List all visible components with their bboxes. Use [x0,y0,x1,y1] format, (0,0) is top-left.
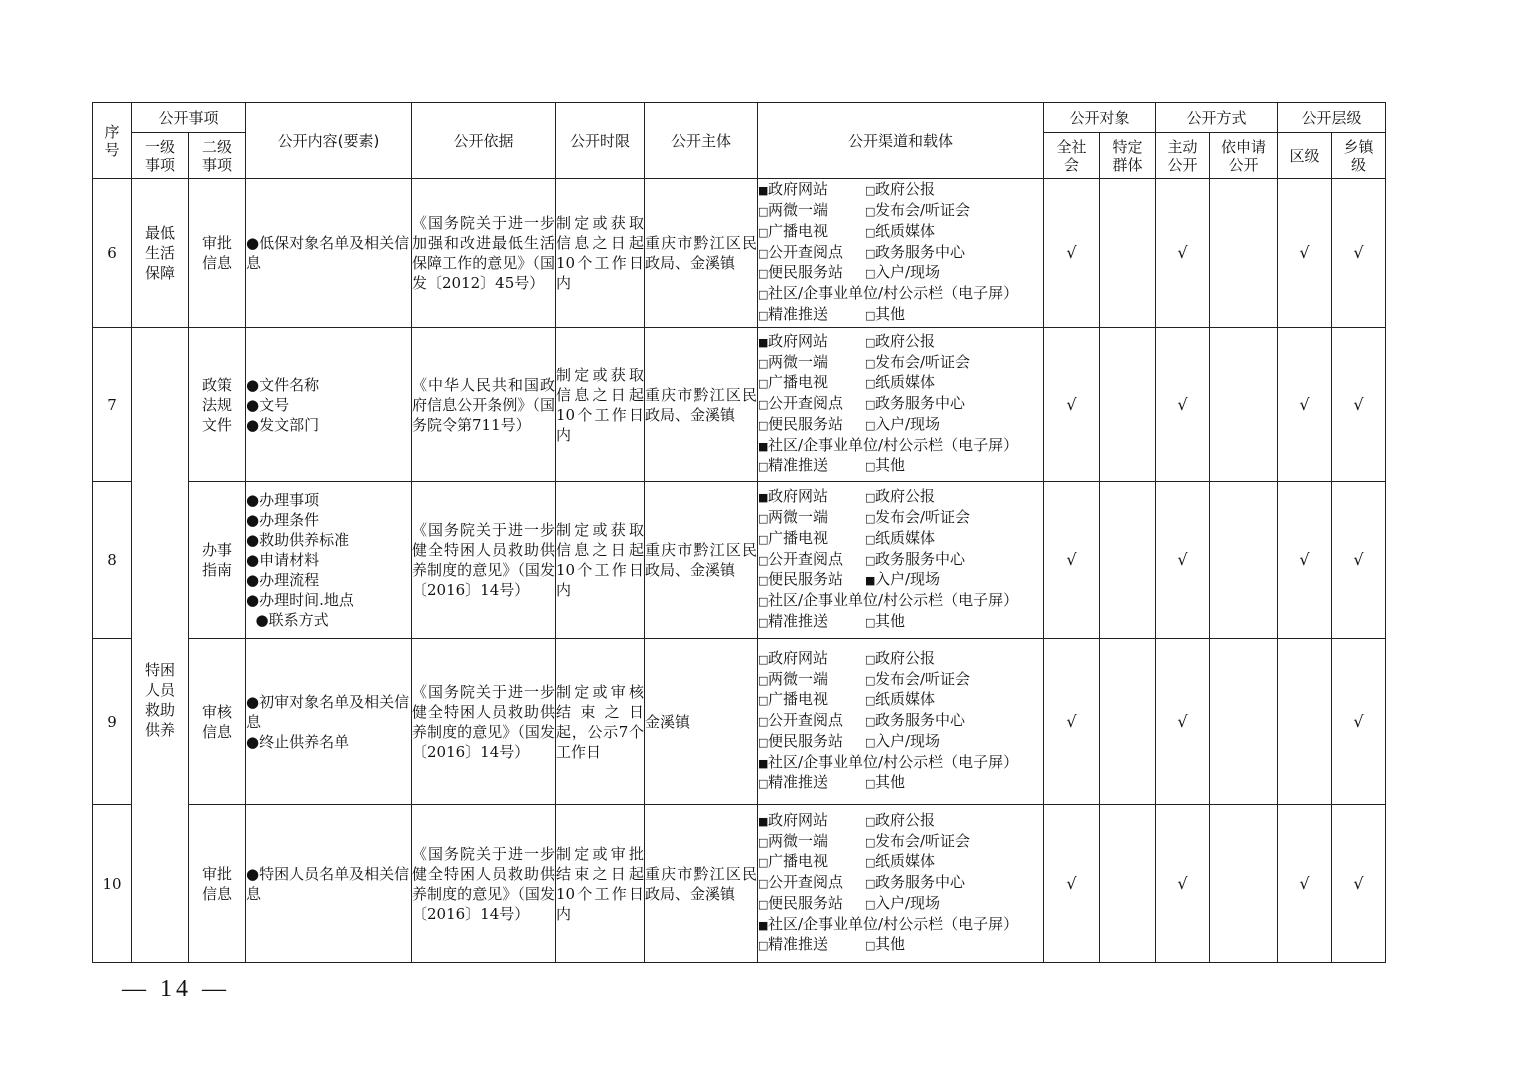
seq-cell: 7 [93,328,132,482]
channel-checkbox-icon: □ [865,856,876,870]
channel-label: 两微一端 [768,831,829,850]
content-item: ●联系方式 [246,611,329,629]
channel-checkbox-icon: □ [865,377,876,391]
channel-label: 精准推送 [768,935,829,954]
channel-label: 政府公报 [875,180,936,199]
channel-line [758,753,1043,774]
channel-label: 精准推送 [768,773,829,792]
channel-label: 政府公报 [875,648,936,667]
check-town-cell: √ [1332,639,1386,805]
channel-line [758,332,1043,353]
channel-checkbox-icon: □ [865,735,876,749]
channel-checkbox-icon: □ [758,288,769,302]
channel-label: 广播电视 [768,373,829,392]
check-active-cell: √ [1156,639,1210,805]
level1-label: 特困人员救助供养 [144,661,175,739]
channel-checkbox-icon: □ [865,267,876,281]
channel-line [758,180,1043,201]
level2-label: 审批信息 [201,864,232,903]
channel-checkbox-icon: □ [758,777,769,791]
channel-line [758,508,1043,529]
check-active-cell: √ [1156,482,1210,639]
check-specific-cell [1100,328,1156,482]
content-item: ●申请材料 [246,551,320,569]
channel-checkbox-icon: □ [758,694,769,708]
channel-checkbox-icon: □ [758,225,769,239]
channel-line [758,436,1043,457]
channel-line [758,612,1043,633]
channel-checkbox-icon: □ [865,460,876,474]
seq-cell: 6 [93,179,132,328]
channel-checkbox-icon: ■ [758,439,769,453]
subject-cell: 重庆市黔江区民政局、金溪镇 [645,805,758,963]
header-tier-district: 区级 [1278,133,1332,179]
content-item: ●救助供养标准 [246,531,350,549]
channel-cell [758,328,1044,482]
channel-checkbox-icon: □ [758,512,769,525]
channel-label: 发布会/听证会 [875,669,971,688]
content-cell [246,328,412,482]
content-item: ●特困人员名单及相关信息 [246,864,410,903]
header-level2: 二级事项 [189,133,246,179]
table-row [93,639,1386,805]
header-tier: 公开层级 [1278,103,1386,133]
channel-label: 政务服务中心 [875,394,966,413]
check-apply-cell [1210,805,1278,963]
channel-line [758,894,1043,915]
header-target-specific: 特定群体 [1100,133,1156,179]
channel-checkbox-icon: □ [865,673,876,687]
check-town-cell: √ [1332,179,1386,328]
channel-checkbox-icon: □ [758,939,769,953]
channel-line [758,670,1043,691]
channel-label: 两微一端 [768,669,829,688]
channel-label: 政府网站 [768,331,829,350]
channel-checkbox-icon: □ [865,814,876,828]
check-active-cell: √ [1156,805,1210,963]
channel-label: 两微一端 [768,201,829,219]
content-item: ●文件名称 [246,375,320,394]
content-item: ●办理条件 [246,511,320,529]
table-row [93,328,1386,482]
channel-line [758,222,1043,243]
channel-checkbox-icon: □ [758,418,769,432]
channel-label: 广播电视 [768,528,829,547]
level1-cell [132,179,189,328]
channel-label: 便民服务站 [768,263,844,282]
channel-checkbox-icon: □ [865,777,876,791]
disclosure-table [92,102,1386,963]
channel-checkbox-icon: □ [865,897,876,911]
content-cell [246,179,412,328]
basis-cell: 《国务院关于进一步加强和改进最低生活保障工作的意见》（国发〔2012〕45号） [412,179,556,328]
channel-label: 社区/企事业单位/村公示栏（电子屏） [768,284,1019,303]
channel-label: 纸质媒体 [875,852,936,871]
level1-cell [132,328,189,963]
check-district-cell: √ [1278,482,1332,639]
channel-cell [758,805,1044,963]
channel-checkbox-icon: ■ [758,335,769,349]
channel-checkbox-icon: □ [758,267,769,281]
channel-label: 政务服务中心 [875,873,966,892]
channel-label: 纸质媒体 [875,528,936,547]
channel-checkbox-icon: □ [758,877,769,891]
channel-checkbox-icon: □ [758,532,769,546]
channel-label: 入户/现场 [875,414,941,433]
basis-cell: 《中华人民共和国政府信息公开条例》（国务院令第711号） [412,328,556,482]
level2-cell [189,179,246,328]
channel-label: 其他 [875,935,906,954]
channel-label: 政府网站 [768,648,829,667]
channel-label: 政府网站 [768,180,829,199]
channel-label: 政府公报 [875,331,936,350]
channel-checkbox-icon: □ [865,652,876,666]
check-all-cell: √ [1044,639,1100,805]
level2-label: 审批信息 [201,234,232,272]
channel-label: 其他 [875,456,906,475]
channel-label: 公开查阅点 [768,242,844,261]
content-item: ●低保对象名单及相关信息 [246,234,410,272]
channel-label: 政府网站 [768,810,829,829]
channel-label: 政府公报 [875,487,936,506]
channel-line [758,935,1043,956]
channel-checkbox-icon: □ [758,595,769,609]
channel-label: 其他 [875,611,906,630]
channel-checkbox-icon: ■ [758,184,769,198]
channel-checkbox-icon: □ [865,877,876,891]
content-item: ●发文部门 [246,415,320,434]
header-tier-town: 乡镇级 [1332,133,1386,179]
channel-checkbox-icon: □ [758,574,769,588]
channel-label: 发布会/听证会 [875,201,971,219]
channel-line [758,915,1043,936]
channel-checkbox-icon: □ [865,939,876,953]
channel-checkbox-icon: ■ [865,574,876,588]
table-row [93,805,1386,963]
header-mode-active: 主动公开 [1156,133,1210,179]
content-item: ●终止供养名单 [246,732,350,751]
channel-label: 入户/现场 [875,731,941,750]
subject-cell: 金溪镇 [645,639,758,805]
channel-checkbox-icon: □ [865,694,876,708]
channel-checkbox-icon: □ [758,308,769,322]
subject-cell: 重庆市黔江区民政局、金溪镇 [645,179,758,328]
channel-label: 便民服务站 [768,893,844,912]
page-number: — 14 — [122,976,230,1002]
level2-label: 政策法规文件 [201,375,232,434]
check-specific-cell [1100,805,1156,963]
channel-checkbox-icon: □ [865,491,876,505]
channel-label: 精准推送 [768,304,829,323]
channel-checkbox-icon: □ [865,356,876,370]
channel-line [758,732,1043,753]
time-limit-cell: 制定或获取信息之日起10个工作日内 [556,179,645,328]
content-item: ●初审对象名单及相关信息 [246,692,410,731]
channel-label: 发布会/听证会 [875,508,971,526]
channel-label: 政府网站 [768,487,829,506]
channel-checkbox-icon: □ [758,673,769,687]
header-target-all: 全社会 [1044,133,1100,179]
channel-checkbox-icon: □ [758,856,769,870]
content-item: ●办理流程 [246,571,320,589]
channel-label: 社区/企事业单位/村公示栏（电子屏） [768,752,1019,771]
check-district-cell: √ [1278,179,1332,328]
channel-checkbox-icon: □ [758,377,769,391]
check-town-cell: √ [1332,805,1386,963]
basis-cell: 《国务院关于进一步健全特困人员救助供养制度的意见》（国发〔2016〕14号） [412,639,556,805]
channel-line [758,649,1043,670]
header-target: 公开对象 [1044,103,1156,133]
check-all-cell: √ [1044,805,1100,963]
channel-checkbox-icon: □ [758,356,769,370]
header-time-limit: 公开时限 [556,103,645,179]
channel-label: 两微一端 [768,352,829,371]
content-cell [246,805,412,963]
channel-checkbox-icon: ■ [758,814,769,828]
channel-checkbox-icon: ■ [758,918,769,932]
channel-line [758,711,1043,732]
channel-checkbox-icon: □ [758,246,769,260]
channel-checkbox-icon: □ [865,835,876,849]
channel-label: 便民服务站 [768,570,844,589]
channel-label: 纸质媒体 [875,690,936,709]
level2-label: 审核信息 [201,702,232,741]
channel-line [758,373,1043,394]
channel-line [758,873,1043,894]
basis-cell: 《国务院关于进一步健全特困人员救助供养制度的意见》（国发〔2016〕14号） [412,482,556,639]
header-seq: 序号 [93,103,132,179]
channel-checkbox-icon: ■ [758,491,769,505]
channel-line [758,415,1043,436]
time-limit-cell: 制定或审批结束之日起10个工作日内 [556,805,645,963]
content-item: ●办理时间.地点 [246,591,354,609]
channel-label: 精准推送 [768,611,829,630]
channel-label: 社区/企事业单位/村公示栏（电子屏） [768,914,1019,933]
header-content: 公开内容(要素) [246,103,412,179]
channel-label: 便民服务站 [768,731,844,750]
channel-label: 其他 [875,773,906,792]
channel-line [758,305,1043,326]
channel-label: 入户/现场 [875,263,941,282]
channel-label: 政务服务中心 [875,242,966,261]
check-apply-cell [1210,179,1278,328]
check-specific-cell [1100,179,1156,328]
channel-checkbox-icon: □ [865,246,876,260]
channel-label: 入户/现场 [875,570,941,589]
header-matter: 公开事项 [132,103,246,133]
channel-label: 广播电视 [768,221,829,240]
channel-checkbox-icon: □ [758,615,769,629]
channel-checkbox-icon: □ [758,835,769,849]
check-apply-cell [1210,328,1278,482]
channel-checkbox-icon: □ [865,553,876,567]
channel-checkbox-icon: □ [865,615,876,629]
channel-line [758,243,1043,264]
channel-label: 政府公报 [875,810,936,829]
seq-cell: 8 [93,482,132,639]
channel-line [758,852,1043,873]
check-all-cell: √ [1044,179,1100,328]
content-cell [246,482,412,639]
channel-label: 其他 [875,304,906,323]
channel-label: 广播电视 [768,852,829,871]
channel-line [758,263,1043,284]
check-active-cell: √ [1156,328,1210,482]
channel-line [758,811,1043,832]
channel-label: 社区/企事业单位/村公示栏（电子屏） [768,435,1019,454]
channel-checkbox-icon: □ [865,225,876,239]
check-specific-cell [1100,639,1156,805]
channel-label: 两微一端 [768,508,829,526]
channel-line [758,773,1043,794]
channel-label: 公开查阅点 [768,711,844,730]
channel-checkbox-icon: □ [865,398,876,412]
channel-label: 公开查阅点 [768,549,844,568]
time-limit-cell: 制定或获取信息之日起10个工作日内 [556,328,645,482]
channel-label: 公开查阅点 [768,873,844,892]
header-level1: 一级事项 [132,133,189,179]
level2-cell [189,639,246,805]
channel-cell [758,179,1044,328]
level2-cell [189,482,246,639]
channel-line [758,394,1043,415]
basis-cell: 《国务院关于进一步健全特困人员救助供养制度的意见》（国发〔2016〕14号） [412,805,556,963]
check-apply-cell [1210,639,1278,805]
channel-label: 精准推送 [768,456,829,475]
channel-checkbox-icon: □ [758,715,769,729]
channel-label: 发布会/听证会 [875,352,971,371]
channel-checkbox-icon: □ [758,553,769,567]
channel-checkbox-icon: ■ [758,756,769,770]
check-apply-cell [1210,482,1278,639]
channel-label: 公开查阅点 [768,394,844,413]
check-district-cell: √ [1278,328,1332,482]
time-limit-cell: 制定或获取信息之日起10个工作日内 [556,482,645,639]
time-limit-cell: 制定或审核结束之日起，公示7个工作日 [556,639,645,805]
check-town-cell: √ [1332,482,1386,639]
content-cell [246,639,412,805]
channel-checkbox-icon: □ [758,735,769,749]
channel-line [758,201,1043,222]
channel-label: 政务服务中心 [875,711,966,730]
header-mode-apply: 依申请公开 [1210,133,1278,179]
channel-label: 发布会/听证会 [875,831,971,850]
check-active-cell: √ [1156,179,1210,328]
subject-cell: 重庆市黔江区民政局、金溪镇 [645,482,758,639]
channel-checkbox-icon: □ [758,205,769,218]
channel-checkbox-icon: □ [865,335,876,349]
channel-checkbox-icon: □ [865,715,876,729]
check-all-cell: √ [1044,328,1100,482]
content-item: ●文号 [246,395,290,414]
channel-checkbox-icon: □ [758,398,769,412]
channel-label: 政务服务中心 [875,549,966,568]
channel-line [758,353,1043,374]
channel-checkbox-icon: □ [865,308,876,322]
check-district-cell [1278,639,1332,805]
header-channel: 公开渠道和载体 [758,103,1044,179]
channel-line [758,591,1043,612]
level2-cell [189,805,246,963]
channel-line [758,284,1043,305]
check-district-cell: √ [1278,805,1332,963]
channel-checkbox-icon: □ [865,512,876,525]
level1-label: 最低生活保障 [144,224,175,282]
subject-cell: 重庆市黔江区民政局、金溪镇 [645,328,758,482]
channel-line [758,570,1043,591]
channel-line [758,832,1043,853]
channel-checkbox-icon: □ [758,652,769,666]
check-town-cell: √ [1332,328,1386,482]
table-row [93,482,1386,639]
channel-checkbox-icon: □ [865,532,876,546]
channel-checkbox-icon: □ [865,184,876,198]
channel-label: 纸质媒体 [875,373,936,392]
check-specific-cell [1100,482,1156,639]
channel-checkbox-icon: □ [865,205,876,218]
channel-checkbox-icon: □ [758,897,769,911]
channel-line [758,529,1043,550]
channel-line [758,487,1043,508]
check-all-cell: √ [1044,482,1100,639]
content-item: ●办理事项 [246,491,320,509]
seq-cell: 9 [93,639,132,805]
channel-line [758,456,1043,477]
level2-cell [189,328,246,482]
channel-line [758,550,1043,571]
channel-label: 社区/企事业单位/村公示栏（电子屏） [768,591,1019,610]
channel-label: 入户/现场 [875,893,941,912]
channel-cell [758,639,1044,805]
header-basis: 公开依据 [412,103,556,179]
header-subject: 公开主体 [645,103,758,179]
channel-checkbox-icon: □ [865,418,876,432]
channel-line [758,690,1043,711]
channel-label: 纸质媒体 [875,221,936,240]
table-row [93,179,1386,328]
level2-label: 办事指南 [201,541,232,579]
channel-checkbox-icon: □ [758,460,769,474]
channel-label: 便民服务站 [768,414,844,433]
header-mode: 公开方式 [1156,103,1278,133]
seq-cell: 10 [93,805,132,963]
channel-label: 广播电视 [768,690,829,709]
channel-cell [758,482,1044,639]
